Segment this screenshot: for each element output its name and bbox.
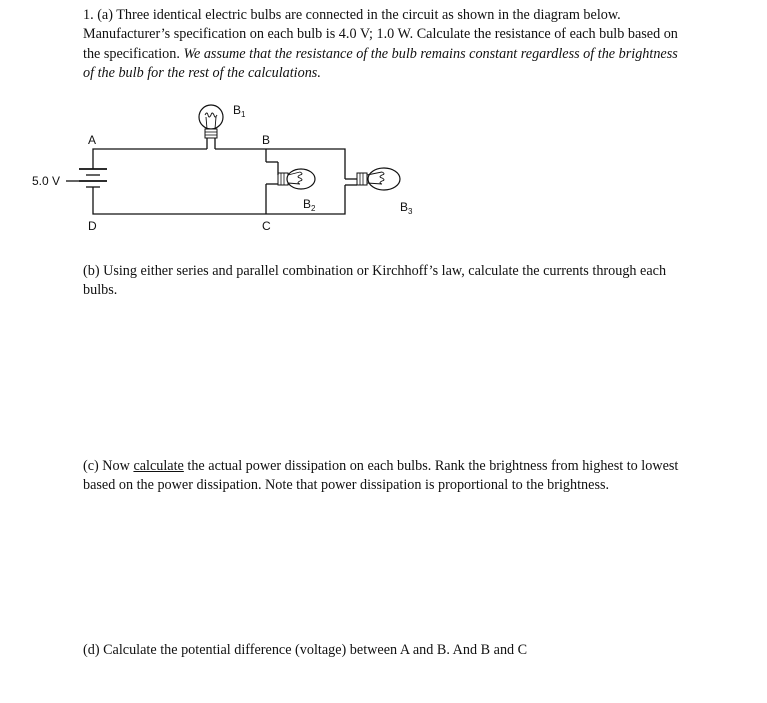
bulb-b3-label [400,200,413,216]
question-part-b: (b) Using either series and parallel combination or Kirchhoff’s law, calculate the currents through each bulbs. [83,263,667,299]
node-b-label: B [262,133,271,147]
bulb-b1-label [233,103,246,119]
question-part-c-rest: the actual power dissipation on each bulbs. Rank the brightness from highest to lowest based on the power dissipation. Note that power dissipation is proportional to the brightness. [83,458,679,494]
circuit-wires [93,149,357,214]
bulb-b3-letter: B [400,200,409,214]
battery-icon [66,163,107,207]
question-part-c-keyword: calculate [133,458,184,474]
bulb-b2-icon [278,162,315,189]
question-part-c-lead: (c) Now [83,458,134,474]
bulb-b3-subscript: 3 [408,207,413,216]
battery-voltage-label: 5.0 V [32,174,61,188]
bulb-b2-label [303,197,316,213]
question-part-a-text: 1. (a) Three identical electric bulbs are connected in the circuit as shown in the diagram below. Manufacturer’s specification on each bulb is 4.0 V; 1.0 W. Calculate the resistance of each bulb based on the specification. [83,7,678,62]
question-part-a-assumption: We assume that the resistance of the bulb remains constant regardless of the brightness of the bulb for the rest of the calculations. [83,45,678,82]
bulb-b2-subscript: 2 [311,204,316,213]
question-part-a [83,6,683,84]
bulb-b1-letter: B [233,103,242,117]
node-d-label: D [88,219,97,233]
node-a-label: A [88,133,97,147]
question-part-c [83,457,683,496]
question-part-d: (d) Calculate the potential difference (voltage) between A and B. And B and C [83,642,528,658]
circuit-diagram [0,92,767,252]
bulb-b3-icon [357,168,400,190]
bulb-b1-subscript: 1 [241,110,246,119]
bulb-b2-letter: B [303,197,312,211]
bulb-b1-icon [199,105,223,149]
node-c-label: C [262,219,271,233]
